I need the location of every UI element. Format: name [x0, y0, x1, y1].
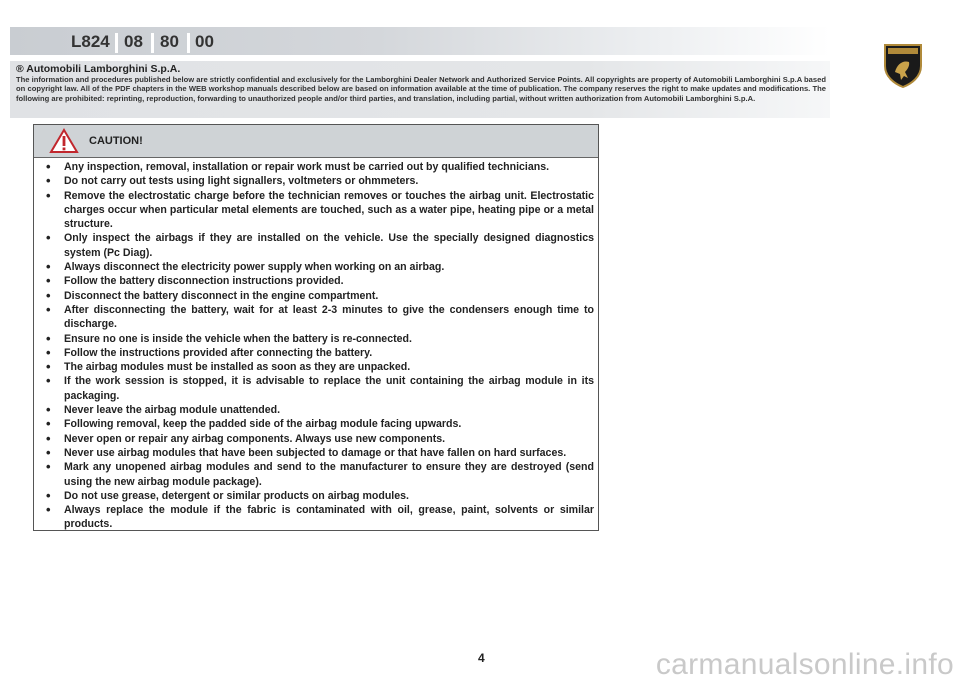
caution-item-text: Ensure no one is inside the vehicle when the battery is re-connected. — [64, 332, 412, 345]
caution-item-text: Mark any unopened airbag modules and send to the manufacturer to ensure they are destroyed (send using the new airbag module package). — [64, 461, 594, 488]
caution-item-text: Only inspect the airbags if they are installed on the vehicle. Use the specially designed diagnostics system (Pc Diag). — [64, 232, 594, 259]
bullet-icon: • — [46, 444, 51, 460]
caution-item — [44, 189, 594, 232]
bullet-icon: • — [46, 359, 51, 375]
bullet-icon: • — [46, 173, 51, 189]
segment-divider — [151, 33, 154, 53]
caution-item-text: Disconnect the battery disconnect in the engine compartment. — [64, 289, 379, 302]
copyright-title: ® Automobili Lamborghini S.p.A. — [16, 63, 181, 75]
bullet-icon: • — [46, 301, 51, 317]
caution-item — [44, 289, 594, 303]
caution-item — [44, 432, 594, 446]
code-segment-3: 80 — [160, 32, 179, 51]
caution-item-text: Never leave the airbag module unattended. — [64, 404, 281, 417]
bullet-icon: • — [46, 273, 51, 289]
caution-item-text: Following removal, keep the padded side of the airbag module facing upwards. — [64, 418, 462, 431]
bullet-icon: • — [46, 502, 51, 518]
lamborghini-logo — [883, 42, 923, 88]
caution-item — [44, 460, 594, 489]
bullet-icon: • — [46, 402, 51, 418]
caution-item-text: Follow the instructions provided after connecting the battery. — [64, 346, 373, 359]
bullet-icon: • — [46, 330, 51, 346]
bullet-icon: • — [46, 459, 51, 475]
caution-item-text: Do not carry out tests using light signallers, voltmeters or ohmmeters. — [64, 175, 419, 188]
code-segment-2: 08 — [124, 32, 143, 51]
caution-item — [44, 274, 594, 288]
caution-list — [44, 160, 594, 532]
caution-item — [44, 360, 594, 374]
page-number: 4 — [478, 651, 485, 665]
caution-header — [34, 125, 598, 158]
code-segment-4: 00 — [195, 32, 214, 51]
caution-item — [44, 489, 594, 503]
bullet-icon: • — [46, 287, 51, 303]
caution-item — [44, 231, 594, 260]
caution-item-text: Do not use grease, detergent or similar products on airbag modules. — [64, 489, 409, 502]
bullet-icon: • — [46, 187, 51, 203]
watermark: carmanualsonline.info — [655, 648, 954, 681]
caution-item-text: The airbag modules must be installed as soon as they are unpacked. — [64, 361, 411, 374]
caution-item — [44, 346, 594, 360]
caution-item — [44, 403, 594, 417]
caution-item-text: Remove the electrostatic charge before the technician removes or touches the airbag unit. Electrostatic charges occur when particular metal elements are touched, such as a water pipe, heating pipe or a metal structure. — [64, 189, 594, 231]
caution-item — [44, 503, 594, 532]
caution-item — [44, 260, 594, 274]
caution-item-text: Never use airbag modules that have been subjected to damage or that have fallen on hard surfaces. — [64, 446, 567, 459]
bullet-icon: • — [46, 230, 51, 246]
caution-item — [44, 446, 594, 460]
code-segment-1: L824 — [71, 32, 110, 51]
segment-divider — [187, 33, 190, 53]
caution-item-text: If the work session is stopped, it is advisable to replace the unit containing the airbag module in its packaging. — [64, 375, 594, 402]
bullet-icon: • — [46, 259, 51, 275]
caution-title: CAUTION! — [89, 135, 143, 147]
caution-box — [33, 124, 599, 531]
caution-item-text: Always replace the module if the fabric is contaminated with oil, grease, paint, solvents or similar products. — [64, 504, 594, 531]
bullet-icon: • — [46, 430, 51, 446]
bullet-icon: • — [46, 159, 51, 174]
caution-item-text: Any inspection, removal, installation or repair work must be carried out by qualified technicians. — [64, 161, 550, 173]
caution-item-text: Follow the battery disconnection instructions provided. — [64, 275, 344, 288]
caution-item-text: Always disconnect the electricity power supply when working on an airbag. — [64, 261, 445, 274]
copyright-notice: The information and procedures published below are strictly confidential and exclusively for the Lamborghini Dealer Network and Authorized Service Points. All copyrights are property of Automobili Lamborghini S.p.A based on copyright law. All of the PDF chapters in the WEB workshop manuals described below are based on information available at the time of publication. The company reserves the right to make updates and modifications. The following are prohibited: reprinting, reproduction, forwarding to unauthorized people and/or third parties, and translation, including partial, without written authorization from Automobili Lamborghini S.p.A. — [16, 75, 826, 103]
bullet-icon: • — [46, 416, 51, 432]
caution-item — [44, 174, 594, 188]
caution-item-text: After disconnecting the battery, wait for at least 2-3 minutes to give the condensers enough time to discharge. — [64, 303, 594, 331]
bullet-icon: • — [46, 487, 51, 503]
segment-divider — [115, 33, 118, 53]
caution-item — [44, 303, 594, 332]
caution-item — [44, 417, 594, 431]
caution-item-text: Never open or repair any airbag components. Always use new components. — [64, 432, 446, 445]
warning-triangle-icon — [49, 128, 79, 154]
caution-item — [44, 332, 594, 346]
caution-item — [44, 160, 594, 174]
bullet-icon: • — [46, 344, 51, 360]
bullet-icon: • — [46, 373, 51, 389]
caution-item — [44, 374, 594, 403]
